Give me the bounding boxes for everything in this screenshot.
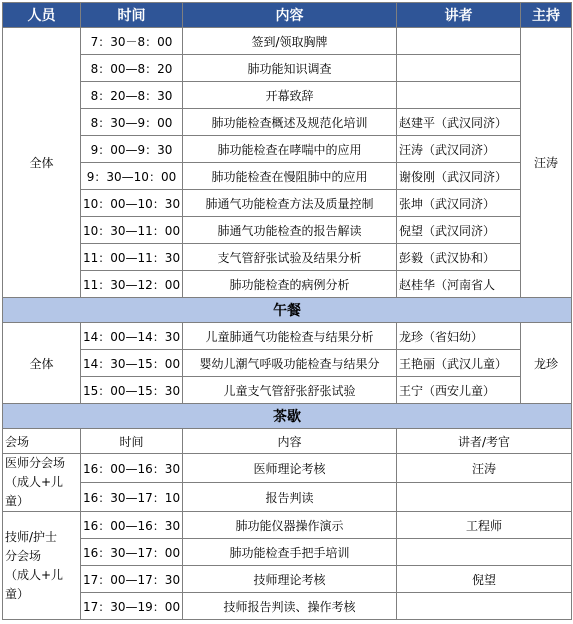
table-row bbox=[3, 483, 572, 512]
table-row bbox=[3, 512, 572, 539]
time-cell: 8：00—8：20 bbox=[81, 55, 183, 82]
content-cell: 肺功能检查手把手培训 bbox=[183, 539, 397, 566]
table-row bbox=[3, 136, 572, 163]
table-row bbox=[3, 539, 572, 566]
time-cell: 9：30—10：00 bbox=[81, 163, 183, 190]
speaker-cell: 倪望（武汉同济） bbox=[397, 217, 521, 244]
content-cell: 肺功能仪器操作演示 bbox=[183, 512, 397, 539]
content-cell: 儿童支气管舒张舒张试验 bbox=[183, 377, 397, 404]
speaker-cell: 王宁（西安儿童） bbox=[397, 377, 521, 404]
speaker-cell bbox=[397, 82, 521, 109]
table-row bbox=[3, 566, 572, 593]
table-row bbox=[3, 593, 572, 620]
speaker-cell: 倪望 bbox=[397, 566, 572, 593]
speaker-cell bbox=[397, 483, 572, 512]
doctor-venue-line: 医师分会场 bbox=[5, 456, 66, 470]
breakout-header-row bbox=[3, 429, 572, 454]
header-host: 主持 bbox=[521, 3, 572, 28]
speaker-cell: 汪涛 bbox=[397, 454, 572, 483]
morning-people-cell: 全体 bbox=[3, 28, 81, 298]
tea-band: 茶歇 bbox=[3, 404, 572, 429]
time-cell: 16：30—17：10 bbox=[81, 483, 183, 512]
content-cell: 签到/领取胸牌 bbox=[183, 28, 397, 55]
speaker-cell: 张坤（武汉同济） bbox=[397, 190, 521, 217]
time-cell: 10：30—11：00 bbox=[81, 217, 183, 244]
table-row bbox=[3, 55, 572, 82]
speaker-cell: 赵桂华（河南省人 bbox=[397, 271, 521, 298]
speaker-cell bbox=[397, 539, 572, 566]
speaker-cell bbox=[397, 28, 521, 55]
speaker-cell: 龙珍（省妇幼） bbox=[397, 323, 521, 350]
afternoon-host-cell: 龙珍 bbox=[521, 323, 572, 404]
table-row bbox=[3, 377, 572, 404]
speaker-cell: 汪涛（武汉同济） bbox=[397, 136, 521, 163]
content-cell: 技师理论考核 bbox=[183, 566, 397, 593]
table-row bbox=[3, 244, 572, 271]
table-row bbox=[3, 190, 572, 217]
tea-band-row bbox=[3, 404, 572, 429]
content-cell: 婴幼儿潮气呼吸功能检查与结果分 bbox=[183, 350, 397, 377]
content-cell: 肺功能检查的病例分析 bbox=[183, 271, 397, 298]
content-cell: 肺通气功能检查方法及质量控制 bbox=[183, 190, 397, 217]
speaker-cell: 赵建平（武汉同济） bbox=[397, 109, 521, 136]
time-cell: 16：30—17：00 bbox=[81, 539, 183, 566]
doctor-venue-line: （成人+儿 bbox=[5, 475, 64, 489]
tech-venue-line: 童） bbox=[5, 586, 30, 601]
header-row bbox=[3, 3, 572, 28]
content-cell: 肺功能知识调查 bbox=[183, 55, 397, 82]
time-cell: 17：30—19：00 bbox=[81, 593, 183, 620]
time-cell: 14：00—14：30 bbox=[81, 323, 183, 350]
content-cell: 开幕致辞 bbox=[183, 82, 397, 109]
content-cell: 肺通气功能检查的报告解读 bbox=[183, 217, 397, 244]
time-cell: 8：20—8：30 bbox=[81, 82, 183, 109]
lunch-band-row bbox=[3, 298, 572, 323]
morning-host-cell: 汪涛 bbox=[521, 28, 572, 298]
table-row bbox=[3, 82, 572, 109]
time-cell: 16：00—16：30 bbox=[81, 454, 183, 483]
doctor-venue-line: 童） bbox=[5, 494, 30, 508]
table-row bbox=[3, 28, 572, 55]
table-row bbox=[3, 109, 572, 136]
tech-venue-line: （成人+儿 bbox=[5, 567, 64, 582]
time-cell: 17：00—17：30 bbox=[81, 566, 183, 593]
time-cell: 15：00—15：30 bbox=[81, 377, 183, 404]
content-cell: 医师理论考核 bbox=[183, 454, 397, 483]
header-speaker: 讲者 bbox=[397, 3, 521, 28]
time-cell: 9：00—9：30 bbox=[81, 136, 183, 163]
content-cell: 肺功能检查在哮喘中的应用 bbox=[183, 136, 397, 163]
speaker-cell: 彭毅（武汉协和） bbox=[397, 244, 521, 271]
table-row bbox=[3, 271, 572, 298]
time-cell: 10：00—10：30 bbox=[81, 190, 183, 217]
content-cell: 支气管舒张试验及结果分析 bbox=[183, 244, 397, 271]
speaker-cell: 谢俊刚（武汉同济） bbox=[397, 163, 521, 190]
table-row bbox=[3, 454, 572, 483]
speaker-cell: 工程师 bbox=[397, 512, 572, 539]
table-row bbox=[3, 350, 572, 377]
afternoon-people-cell: 全体 bbox=[3, 323, 81, 404]
tech-venue-cell bbox=[3, 512, 81, 620]
speaker-cell: 王艳丽（武汉儿童） bbox=[397, 350, 521, 377]
content-cell: 儿童肺通气功能检查与结果分析 bbox=[183, 323, 397, 350]
time-cell: 11：00—11：30 bbox=[81, 244, 183, 271]
header-people: 人员 bbox=[3, 3, 81, 28]
speaker-cell bbox=[397, 593, 572, 620]
tech-venue-line: 技师/护士 bbox=[5, 529, 58, 544]
content-cell: 技师报告判读、操作考核 bbox=[183, 593, 397, 620]
content-cell: 报告判读 bbox=[183, 483, 397, 512]
speaker-cell bbox=[397, 55, 521, 82]
content-cell: 肺功能检查在慢阻肺中的应用 bbox=[183, 163, 397, 190]
content-cell: 肺功能检查概述及规范化培训 bbox=[183, 109, 397, 136]
breakout-header-content: 内容 bbox=[183, 429, 397, 454]
schedule-table bbox=[2, 2, 572, 620]
time-cell: 14：30—15：00 bbox=[81, 350, 183, 377]
doctor-venue-cell bbox=[3, 454, 81, 512]
time-cell: 8：30—9：00 bbox=[81, 109, 183, 136]
table-row bbox=[3, 323, 572, 350]
breakout-header-speaker: 讲者/考官 bbox=[397, 429, 572, 454]
breakout-header-time: 时间 bbox=[81, 429, 183, 454]
header-time: 时间 bbox=[81, 3, 183, 28]
table-row bbox=[3, 217, 572, 244]
lunch-band: 午餐 bbox=[3, 298, 572, 323]
table-row bbox=[3, 163, 572, 190]
header-content: 内容 bbox=[183, 3, 397, 28]
time-cell: 16：00—16：30 bbox=[81, 512, 183, 539]
breakout-header-venue: 会场 bbox=[3, 429, 81, 454]
time-cell: 7：30－8：00 bbox=[81, 28, 183, 55]
tech-venue-line: 分会场 bbox=[5, 548, 42, 563]
time-cell: 11：30—12：00 bbox=[81, 271, 183, 298]
